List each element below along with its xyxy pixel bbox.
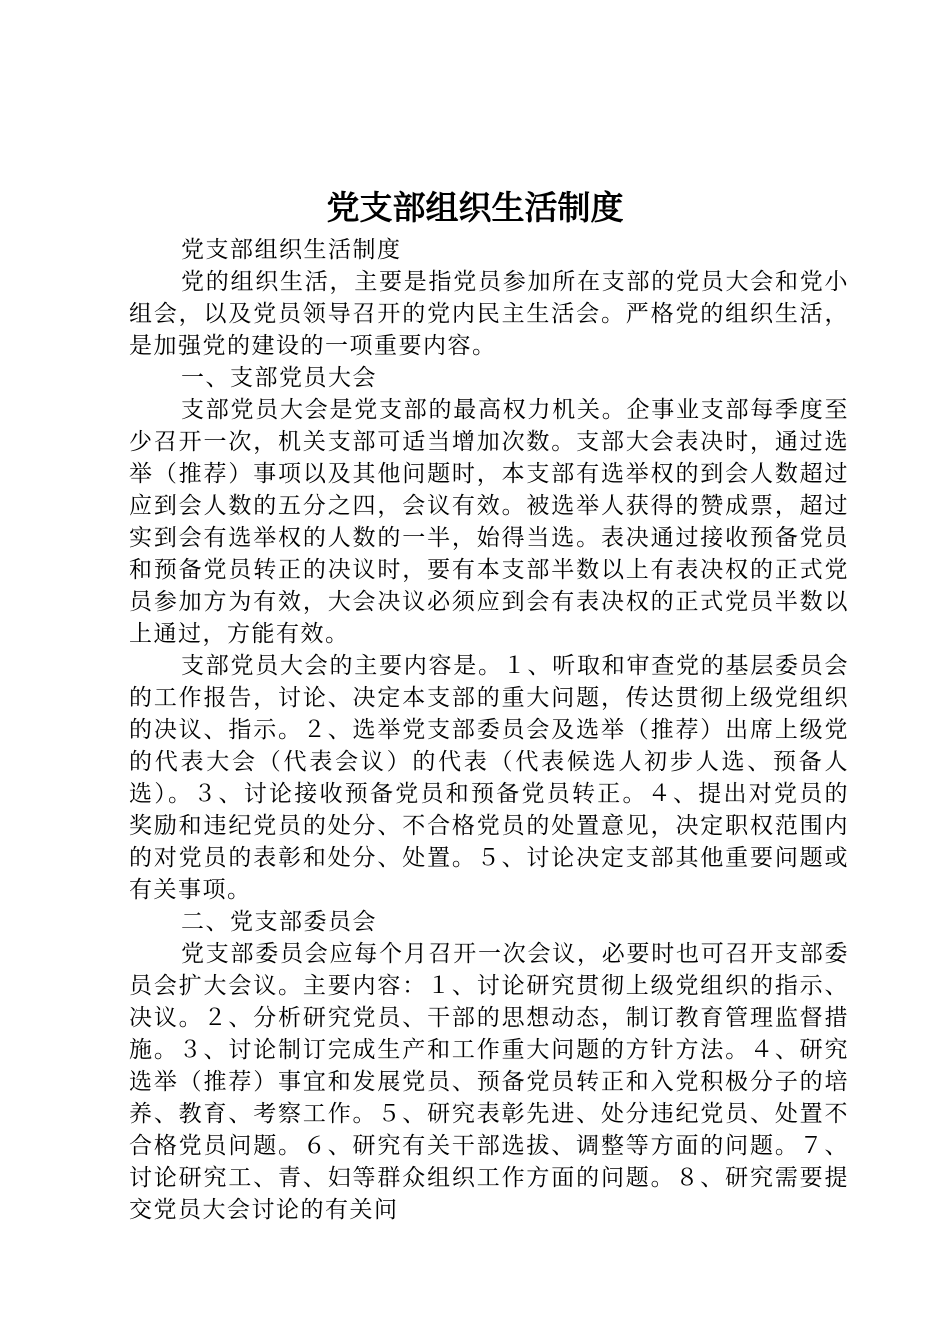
document-body <box>129 234 849 1226</box>
section-heading-branch-committee: 二、党支部委员会 <box>181 909 377 935</box>
section-heading-branch-member-meeting: 一、支部党员大会 <box>181 365 377 391</box>
document-title: 党支部组织生活制度 <box>326 188 624 227</box>
paragraph-intro: 党的组织生活，主要是指党员参加所在支部的党员大会和党小组会，以及党员领导召开的党内民主生活会。严格党的组织生活，是加强党的建设的一项重要内容。 <box>129 269 849 359</box>
paragraph-committee-content: 党支部委员会应每个月召开一次会议，必要时也可召开支部委员会扩大会议。主要内容：１、讨论研究贯彻上级党组织的指示、决议。２、分析研究党员、干部的思想动态，制订教育管理监督措施。３、讨论制订完成生产和工作重大问题的方针方法。４、研究选举（推荐）事宜和发展党员、预备党员转正和入党积极分子的培养、教育、考察工作。５、研究表彰先进、处分违纪党员、处置不合格党员问题。６、研究有关干部选拔、调整等方面的问题。７、讨论研究工、青、妇等群众组织工作方面的问题。８、研究需要提交党员大会讨论的有关问 <box>129 941 849 1223</box>
paragraph-heading-repeat: 党支部组织生活制度 <box>181 237 402 263</box>
paragraph-member-meeting-content: 支部党员大会的主要内容是。１、听取和审查党的基层委员会的工作报告，讨论、决定本支部的重大问题，传达贯彻上级党组织的决议、指示。２、选举党支部委员会及选举（推荐）出席上级党的代表大会（代表会议）的代表（代表候选人初步人选、预备人选）。３、讨论接收预备党员和预备党员转正。４、提出对党员的奖励和违纪党员的处分、不合格党员的处置意见，决定职权范围内的对党员的表彰和处分、处置。５、讨论决定支部其他重要问题或有关事项。 <box>129 653 849 903</box>
paragraph-member-meeting-rules: 支部党员大会是党支部的最高权力机关。企事业支部每季度至少召开一次，机关支部可适当增加次数。支部大会表决时，通过选举（推荐）事项以及其他问题时，本支部有选举权的到会人数超过应到会人数的五分之四，会议有效。被选举人获得的赞成票，超过实到会有选举权的人数的一半，始得当选。表决通过接收预备党员和预备党员转正的决议时，要有本支部半数以上有表决权的正式党员参加方为有效，大会决议必须应到会有表决权的正式党员半数以上通过，方能有效。 <box>129 397 849 647</box>
